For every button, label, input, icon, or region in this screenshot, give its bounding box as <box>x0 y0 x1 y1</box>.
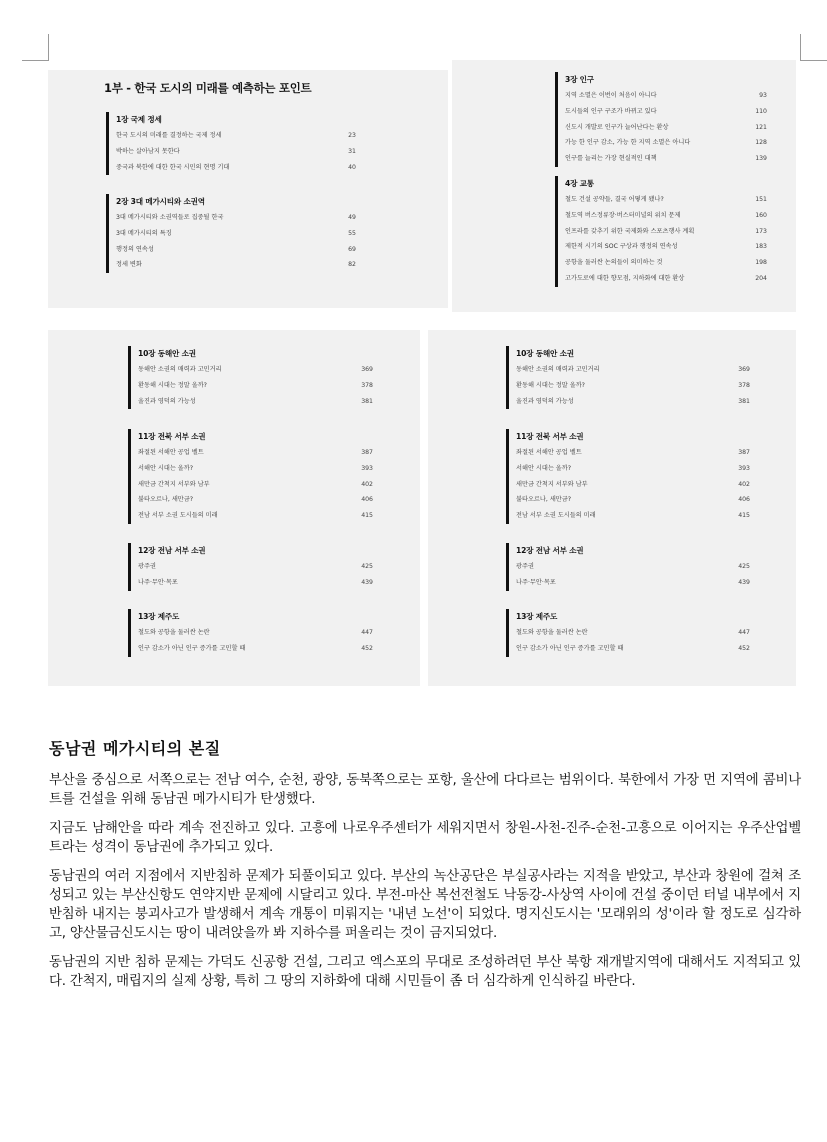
toc-row-text: 동해안 소권의 매력과 고민거리 <box>516 366 600 373</box>
toc-row-text: 불타오르나, 새만금? <box>516 496 572 504</box>
toc-section-title: 10장 동해안 소권 <box>138 349 196 358</box>
toc-row-text: 인구 감소가 아닌 인구 증가를 고민할 때 <box>138 644 246 652</box>
toc-row-page: 415 <box>361 512 373 520</box>
toc-row-text: 동해안 소권의 매력과 고민거리 <box>138 366 222 373</box>
toc-row-page: 402 <box>738 480 750 488</box>
toc-row-text: 좌절된 서해안 공업 벨트 <box>516 449 582 456</box>
toc-section-title: 11장 전북 서부 소권 <box>138 432 206 441</box>
toc-section-title: 3장 인구 <box>565 75 594 84</box>
toc-row-page: 387 <box>361 449 373 456</box>
toc-row-text: 나주·무안·목포 <box>138 578 178 586</box>
toc-row-text: 3대 메가시티의 특징 <box>116 229 172 237</box>
toc-row <box>516 461 750 477</box>
toc-row <box>138 508 373 524</box>
toc-row-text: 박하는 살아남지 못한다 <box>116 147 180 155</box>
toc-row-page: 183 <box>755 243 767 251</box>
toc-row-page: 121 <box>755 123 767 131</box>
toc-row-text: 도시들의 인구 구조가 바뀌고 있다 <box>565 107 657 115</box>
toc-row <box>116 160 356 176</box>
toc-row <box>116 242 356 258</box>
toc-row <box>116 144 356 160</box>
toc-row-page: 23 <box>348 132 356 139</box>
toc-row <box>565 135 767 151</box>
toc-section <box>506 346 750 409</box>
toc-section <box>506 429 750 524</box>
toc-section <box>128 609 373 657</box>
toc-row-text: 인구를 늘리는 가장 현실적인 대책 <box>565 155 657 163</box>
toc-section-title: 2장 3대 메가시티와 소권역 <box>116 197 205 206</box>
toc-row <box>516 508 750 524</box>
toc-row-text: 전남 서부 소권 도시들의 미래 <box>516 512 596 520</box>
toc-row <box>138 575 373 591</box>
page-corner-mark-top-left <box>22 34 49 61</box>
toc-row <box>516 625 750 641</box>
toc-row <box>565 239 767 255</box>
toc-row-text: 신도시 개발로 인구가 늘어난다는 환상 <box>565 123 669 131</box>
page-corner-mark-top-right <box>800 34 827 61</box>
toc-row-text: 중국과 북한에 대한 한국 시민의 현명 기대 <box>116 163 230 171</box>
article-paragraph: 동남권의 여러 지점에서 지반침하 문제가 되풀이되고 있다. 부산의 녹산공단은 부실공사라는 지적을 받았고, 부산과 창원에 걸쳐 조성되고 있는 부산신항도 연약지반 문제에 시달리고 있다. 부전-마산 복선전철도 낙동강-사상역 사이에 건설 중이던 터널 내부에서 지반침하 내지는 붕괴사고가 발생해서 계속 개통이 미뤄지는 '내년 노선'이 되었다. 명지신도시는 '모래위의 성'이라 할 정도로 심각하고, 양산물금신도시는 땅이 내려앉을까 봐 지하수를 퍼올리는 것이 금지되었다. <box>49 869 801 941</box>
toc-row-text: 철도와 공항을 둘러싼 논란 <box>138 629 210 636</box>
toc-section <box>128 346 373 409</box>
toc-row <box>116 210 356 226</box>
toc-row-text: 광주권 <box>138 563 156 570</box>
toc-row-text: 전남 서부 소권 도시들의 미래 <box>138 512 218 520</box>
toc-row <box>138 559 373 575</box>
toc-row-text: 철도역 버스정류장·버스터미널의 위치 문제 <box>565 211 681 219</box>
toc-row-page: 139 <box>755 155 767 163</box>
toc-section-title: 13장 제주도 <box>138 612 180 621</box>
toc-row-text: 울진과 영덕의 가능성 <box>138 397 196 405</box>
toc-section-title: 12장 전남 서부 소권 <box>138 546 206 555</box>
toc-row-page: 402 <box>361 480 373 488</box>
toc-row-text: 불타오르나, 새만금? <box>138 496 194 504</box>
toc-row-page: 160 <box>755 211 767 219</box>
toc-row-text: 철도 건설 공약들, 결국 어떻게 됐나? <box>565 196 664 203</box>
toc-row <box>565 271 767 287</box>
toc-section <box>555 176 767 287</box>
toc-row-page: 406 <box>361 496 373 504</box>
toc-section <box>555 72 767 167</box>
toc-row-page: 82 <box>348 261 356 269</box>
toc-row-page: 173 <box>755 227 767 235</box>
toc-row <box>138 477 373 493</box>
toc-row <box>516 559 750 575</box>
toc-row-page: 93 <box>759 92 767 99</box>
toc-row-page: 369 <box>361 366 373 373</box>
toc-row-page: 110 <box>755 107 767 115</box>
toc-row-page: 452 <box>738 644 750 652</box>
toc-row-page: 381 <box>738 397 750 405</box>
toc-row <box>565 120 767 136</box>
toc-row-text: 새만금 간척지 서부와 남부 <box>138 480 210 488</box>
toc-row-page: 452 <box>361 644 373 652</box>
toc-row <box>565 104 767 120</box>
toc-row-page: 378 <box>361 381 373 389</box>
toc-row <box>565 151 767 167</box>
toc-section <box>128 543 373 591</box>
toc-row <box>565 255 767 271</box>
toc-row-page: 439 <box>738 578 750 586</box>
article-paragraph: 부산을 중심으로 서쪽으로는 전남 여수, 순천, 광양, 동북쪽으로는 포항, 울산에 다다르는 범위이다. 북한에서 가장 먼 지역에 콤비나트를 건설을 위해 동남권 메가시티가 탄생했다. <box>49 773 801 807</box>
toc-section-title: 13장 제주도 <box>516 612 558 621</box>
toc-image-chapters-10-13-left <box>48 330 420 686</box>
toc-row <box>516 378 750 394</box>
toc-row-page: 198 <box>755 259 767 267</box>
toc-section <box>506 543 750 591</box>
toc-row <box>516 362 750 378</box>
toc-row <box>138 362 373 378</box>
toc-row <box>138 378 373 394</box>
toc-part-title: 1부 - 한국 도시의 미래를 예측하는 포인트 <box>104 81 312 95</box>
toc-row <box>116 128 356 144</box>
toc-row-text: 서해안 시대는 올까? <box>516 464 572 472</box>
toc-row <box>138 394 373 410</box>
toc-row-page: 49 <box>348 214 356 221</box>
toc-section-title: 4장 교통 <box>565 179 594 188</box>
toc-row-page: 393 <box>738 464 750 472</box>
toc-row-text: 행정의 연속성 <box>116 245 154 253</box>
toc-row-page: 40 <box>348 163 356 171</box>
toc-row-text: 고가도로에 대한 향모점, 지하화에 대한 환상 <box>565 274 685 282</box>
toc-row <box>138 445 373 461</box>
toc-row-page: 31 <box>348 147 356 155</box>
toc-row-page: 406 <box>738 496 750 504</box>
toc-row-page: 128 <box>755 139 767 147</box>
toc-row-text: 서해안 시대는 올까? <box>138 464 194 472</box>
toc-row-text: 한국 도시의 미래를 결정하는 국제 정세 <box>116 132 222 139</box>
toc-section-title: 1장 국제 정세 <box>116 115 162 124</box>
toc-row-page: 425 <box>738 563 750 570</box>
toc-row-text: 인구 감소가 아닌 인구 증가를 고민할 때 <box>516 644 624 652</box>
toc-row-text: 제한적 시기의 SOC 구상과 행정의 연속성 <box>565 243 678 251</box>
toc-row-page: 393 <box>361 464 373 472</box>
toc-row-text: 광주권 <box>516 563 534 570</box>
toc-row <box>516 492 750 508</box>
toc-row-page: 369 <box>738 366 750 373</box>
toc-row-page: 69 <box>348 245 356 253</box>
article-heading: 동남권 메가시티의 본질 <box>49 739 221 758</box>
toc-row <box>138 625 373 641</box>
toc-image-chapters-3-4 <box>452 60 796 312</box>
toc-section <box>106 194 356 273</box>
toc-row <box>565 224 767 240</box>
toc-row-page: 151 <box>755 196 767 203</box>
toc-row-page: 55 <box>348 229 356 237</box>
toc-image-part1 <box>48 70 448 308</box>
toc-row-text: 나주·무안·목포 <box>516 578 556 586</box>
toc-section-title: 10장 동해안 소권 <box>516 349 574 358</box>
toc-row-text: 환동해 시대는 정말 올까? <box>516 381 585 389</box>
toc-row <box>565 208 767 224</box>
toc-row <box>516 575 750 591</box>
toc-row-page: 387 <box>738 449 750 456</box>
toc-row-page: 447 <box>361 629 373 636</box>
toc-row <box>565 192 767 208</box>
toc-row-text: 철도와 공항을 둘러싼 논란 <box>516 629 588 636</box>
toc-row-text: 환동해 시대는 정말 올까? <box>138 381 207 389</box>
toc-section-title: 12장 전남 서부 소권 <box>516 546 584 555</box>
toc-row-page: 425 <box>361 563 373 570</box>
toc-row-text: 새만금 간척지 서부와 남부 <box>516 480 588 488</box>
toc-row-page: 447 <box>738 629 750 636</box>
toc-row <box>516 477 750 493</box>
toc-row-text: 공항을 둘러싼 논의들이 의미하는 것 <box>565 259 663 267</box>
toc-image-chapters-10-13-right <box>428 330 796 686</box>
toc-row-page: 439 <box>361 578 373 586</box>
toc-row-text: 좌절된 서해안 공업 벨트 <box>138 449 204 456</box>
toc-row <box>116 257 356 273</box>
toc-row <box>138 492 373 508</box>
toc-row-page: 204 <box>755 274 767 282</box>
toc-row <box>116 226 356 242</box>
toc-row-page: 381 <box>361 397 373 405</box>
toc-section <box>128 429 373 524</box>
toc-section-title: 11장 전북 서부 소권 <box>516 432 584 441</box>
toc-row <box>138 641 373 657</box>
toc-row-text: 울진과 영덕의 가능성 <box>516 397 574 405</box>
toc-row <box>138 461 373 477</box>
toc-row-text: 인프라를 갖추기 위한 국제화와 스포츠행사 계획 <box>565 227 695 235</box>
toc-row <box>516 445 750 461</box>
toc-row <box>516 394 750 410</box>
toc-row <box>516 641 750 657</box>
toc-section <box>106 112 356 175</box>
toc-row-text: 지역 소멸은 이번이 처음이 아니다 <box>565 92 657 99</box>
article-paragraph: 동남권의 지반 침하 문제는 가덕도 신공항 건설, 그리고 엑스포의 무대로 조성하려던 부산 북항 재개발지역에 대해서도 지적되고 있다. 간척지, 매립지의 실제 상황, 특히 그 땅의 지하화에 대해 시민들이 좀 더 심각하게 인식하길 바란다. <box>49 955 801 989</box>
toc-row-page: 415 <box>738 512 750 520</box>
article-paragraph: 지금도 남해안을 따라 계속 전진하고 있다. 고흥에 나로우주센터가 세워지면서 창원-사천-진주-순천-고흥으로 이어지는 우주산업벨트라는 성격이 동남권에 추가되고 있다. <box>49 821 801 855</box>
toc-section <box>506 609 750 657</box>
article-body <box>49 736 801 1001</box>
toc-row-page: 378 <box>738 381 750 389</box>
toc-row-text: 정세 변화 <box>116 261 142 269</box>
toc-row-text: 가능 한 인구 감소, 가능 한 지역 소멸은 아니다 <box>565 139 691 147</box>
toc-row <box>565 88 767 104</box>
toc-row-text: 3대 메가시티와 소권역들로 집중될 한국 <box>116 214 224 221</box>
